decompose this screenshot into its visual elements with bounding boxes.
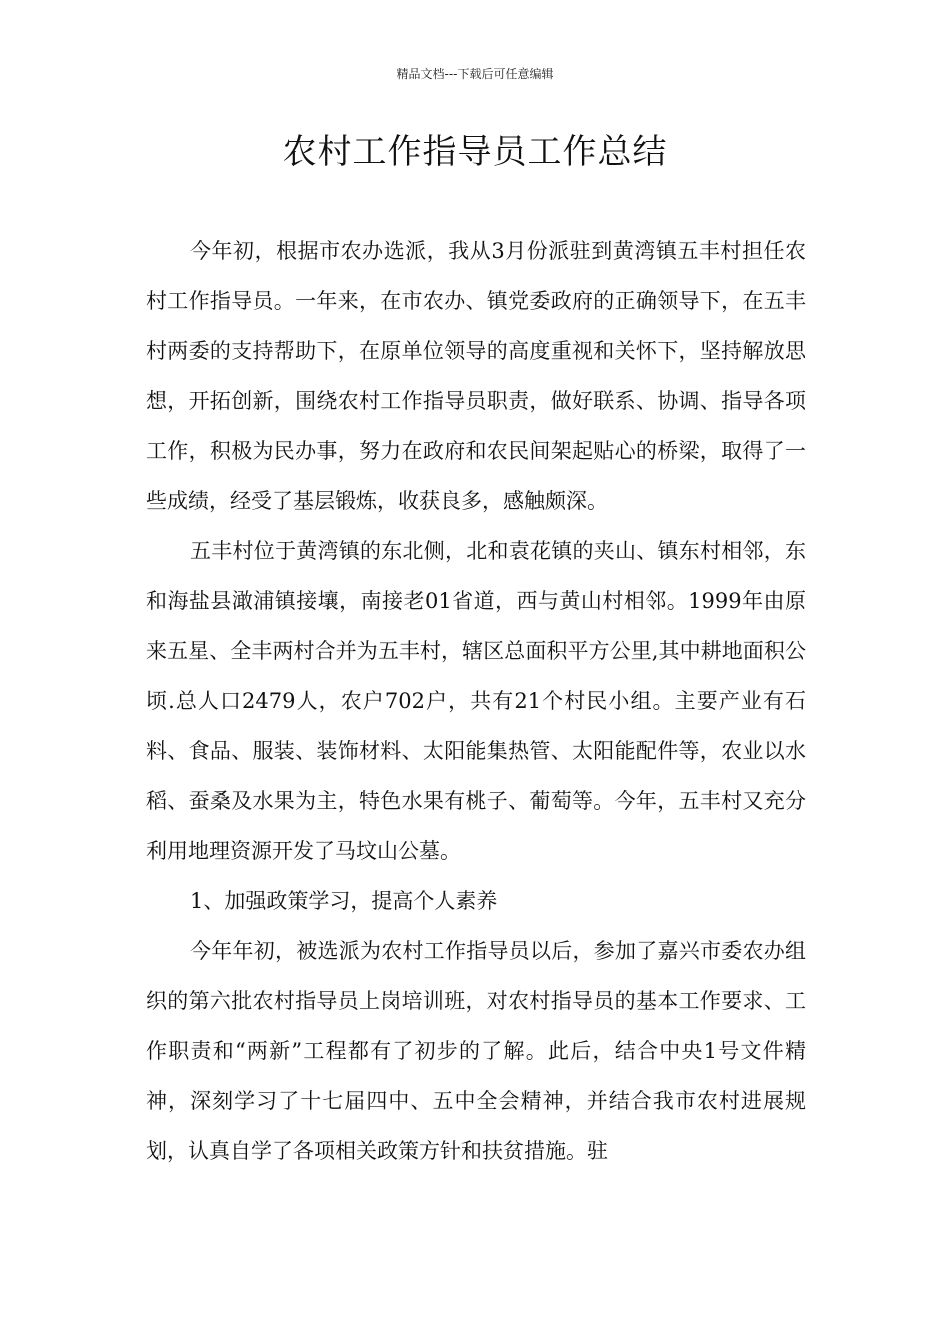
paragraph-village-overview: 五丰村位于黄湾镇的东北侧，北和袁花镇的夹山、镇东村相邻，东和海盐县澉浦镇接壤，南接老01省道，西与黄山村相邻。1999年由原来五星、全丰两村合并为五丰村，辖区总面积平方公里,其中耕地面积公顷.总人口2479人，农户702户，共有21个村民小组。主要产业有石料、食品、服装、装饰材料、太阳能集热管、太阳能配件等，农业以水稻、蚕桑及水果为主，特色水果有桃子、葡萄等。今年，五丰村又充分利用地理资源开发了马坟山公墓。 [146, 539, 806, 863]
paragraph-policy-study: 今年年初，被选派为农村工作指导员以后，参加了嘉兴市委农办组织的第六批农村指导员上岗培训班，对农村指导员的基本工作要求、工作职责和“两新”工程都有了初步的了解。此后，结合中央1号文件精神，深刻学习了十七届四中、五中全会精神，并结合我市农村进展规划，认真自学了各项相关政策方针和扶贫措施。驻 [146, 939, 806, 1163]
document-body [146, 226, 806, 1176]
section-heading-policy-study: 1、加强政策学习，提高个人素养 [190, 889, 498, 913]
paragraph-intro: 今年初，根据市农办选派，我从3月份派驻到黄湾镇五丰村担任农村工作指导员。一年来，在市农办、镇党委政府的正确领导下，在五丰村两委的支持帮助下，在原单位领导的高度重视和关怀下，坚持解放思想，开拓创新，围绕农村工作指导员职责，做好联系、协调、指导各项工作，积极为民办事，努力在政府和农民间架起贴心的桥梁，取得了一些成绩，经受了基层锻炼，收获良多，感触颇深。 [146, 239, 806, 513]
page-title: 农村工作指导员工作总结 [282, 132, 668, 172]
header-note: 精品文档---下载后可任意编辑 [396, 67, 554, 81]
